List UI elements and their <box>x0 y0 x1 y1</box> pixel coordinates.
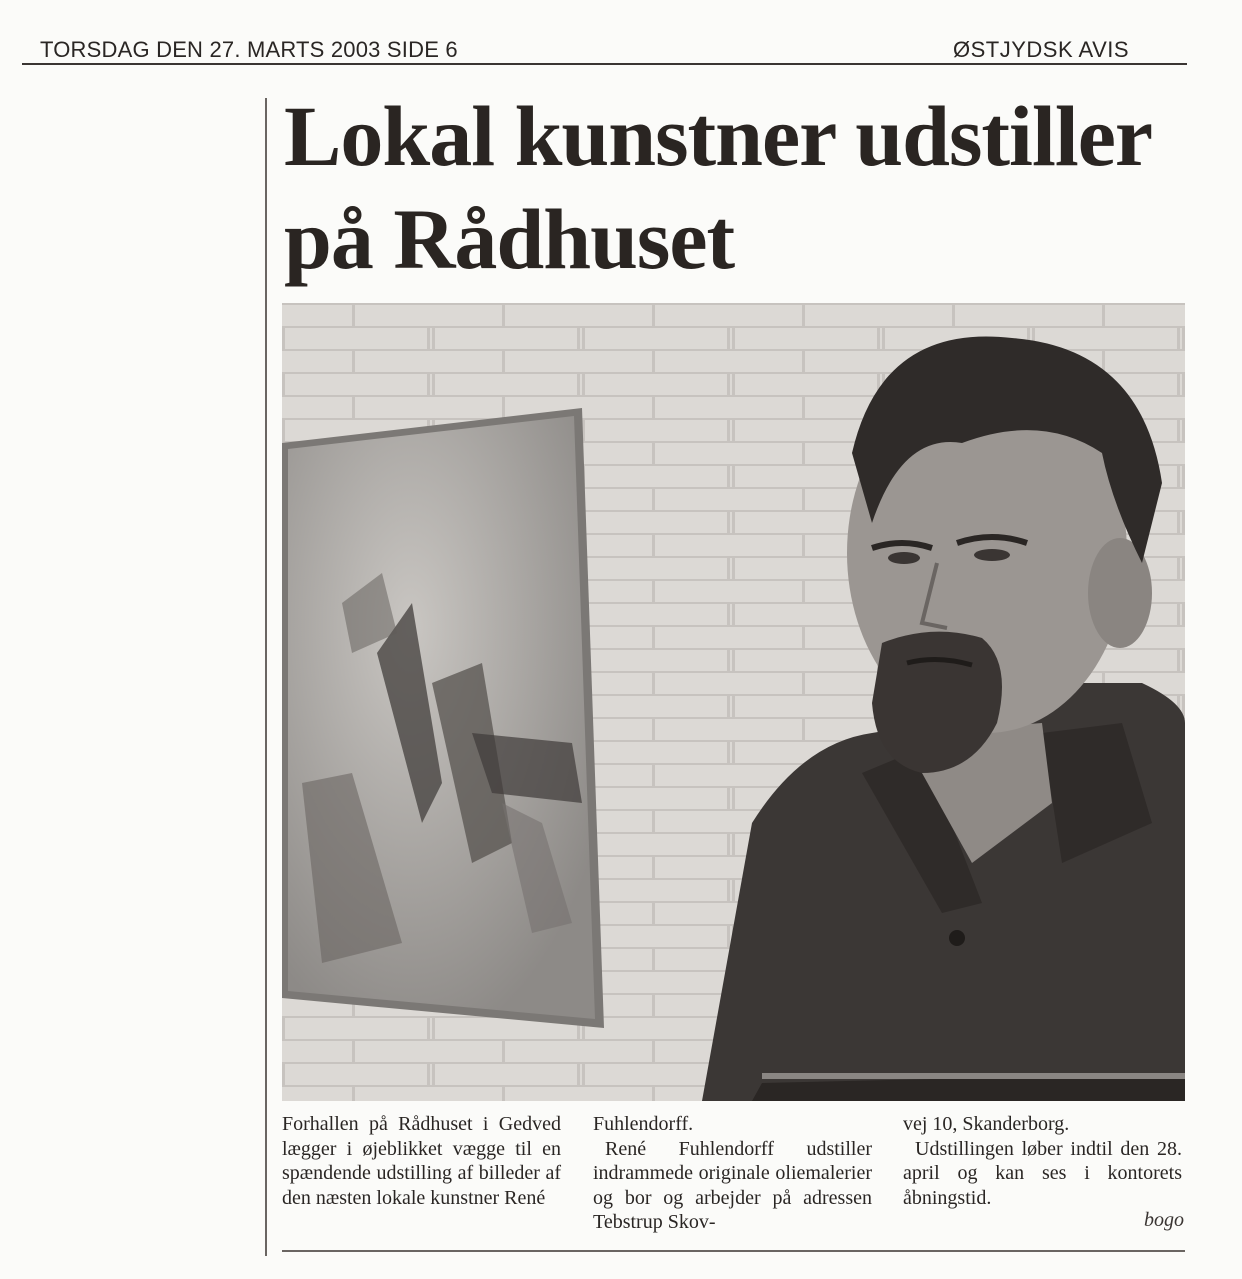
article-column-3 <box>903 1112 1182 1210</box>
article-column-2 <box>593 1112 872 1235</box>
article-column-1 <box>282 1112 561 1210</box>
byline: bogo <box>1144 1209 1184 1231</box>
bottom-rule <box>282 1250 1185 1252</box>
photo-man-beside-painting-icon <box>282 303 1185 1101</box>
header-paper-name: ØSTJYDSK AVIS <box>953 37 1130 62</box>
column-divider <box>265 98 267 1256</box>
header-date-line: TORSDAG DEN 27. MARTS 2003 SIDE 6 <box>40 37 458 62</box>
paragraph: Fuhlendorff. <box>593 1113 694 1135</box>
paragraph: René Fuhlendorff udstiller indrammede originale oliemalerier og bor og arbejder på adressen Tebstrup Skov- <box>593 1137 872 1233</box>
paragraph: Udstillingen løber indtil den 28. april og kan ses i kontorets åbningstid. <box>903 1137 1182 1209</box>
paragraph: vej 10, Skanderborg. <box>903 1113 1070 1135</box>
headline: Lokal kunstner udstiller på Rådhuset <box>284 88 1151 287</box>
article-photo <box>282 303 1185 1101</box>
header-rule <box>22 63 1187 65</box>
paragraph: Forhallen på Rådhuset i Gedved lægger i øjeblikket vægge til en spændende udstilling af billeder af den næsten lokale kunstner René <box>282 1113 561 1209</box>
